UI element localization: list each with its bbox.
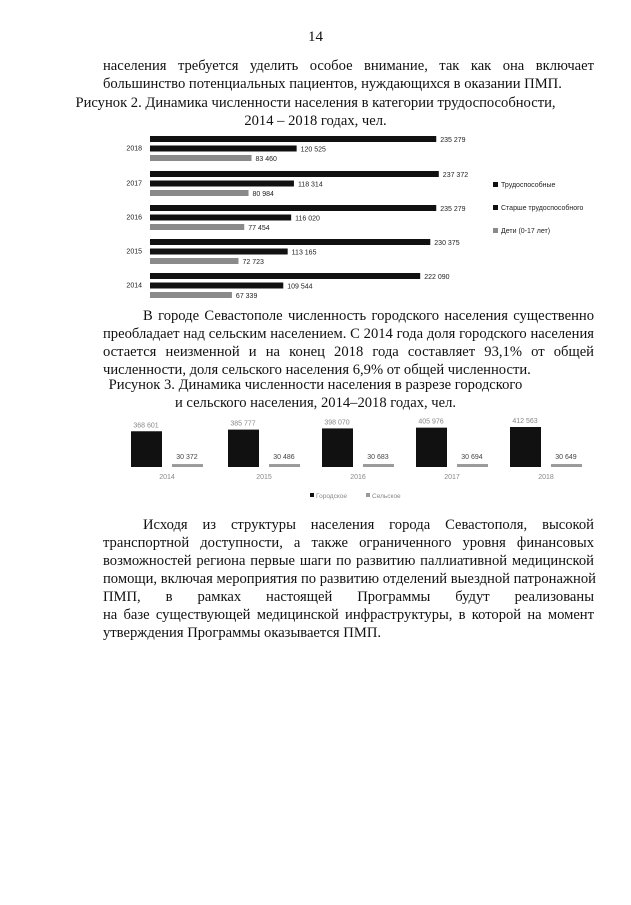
data-label: 405 976 — [418, 418, 444, 426]
caption-line: Рисунок 2. Динамика численности населения в категории трудоспособности, — [75, 95, 556, 111]
bar — [416, 428, 447, 467]
legend-label: Трудоспособные — [501, 182, 556, 189]
data-label: 235 279 — [440, 137, 466, 144]
legend-label: Старше трудоспособного — [501, 205, 584, 212]
text-line: численности, доля сельского населения 6,9% от общей численности. — [103, 362, 531, 378]
data-label: 83 460 — [255, 156, 277, 163]
caption-line: и сельского населения, 2014–2018 годах, чел. — [174, 395, 457, 411]
data-label: 237 372 — [442, 172, 469, 179]
category-label: 2014 — [159, 474, 175, 481]
bar — [150, 292, 232, 298]
category-label: 2017 — [444, 474, 460, 481]
legend-swatch — [366, 493, 370, 497]
paragraph-3 — [103, 516, 594, 642]
bar — [363, 464, 394, 467]
legend-swatch — [493, 205, 498, 210]
data-label: 109 544 — [287, 283, 313, 291]
category-label: 2014 — [126, 282, 142, 290]
paragraph-2 — [103, 307, 594, 379]
legend-swatch — [493, 228, 498, 233]
text-line: ПМП, в рамках настоящей Программы будут реализованы — [103, 589, 594, 605]
bar — [322, 428, 353, 467]
bar — [150, 205, 436, 211]
legend-label: Дети (0-17 лет) — [501, 228, 551, 235]
bar — [150, 171, 439, 177]
category-label: 2015 — [256, 474, 272, 481]
figure-3-chart — [110, 410, 590, 510]
bar — [551, 464, 582, 467]
bar — [150, 283, 283, 289]
legend-label: Городское — [316, 493, 347, 500]
bar — [228, 430, 259, 467]
text-line: остается неизменной и на конец 2018 года составляет 93,1% от общей — [103, 344, 594, 360]
data-label: 80 984 — [252, 191, 274, 198]
bar — [150, 239, 430, 245]
bar — [269, 464, 300, 467]
data-label: 30 694 — [461, 454, 483, 462]
data-label: 30 372 — [176, 454, 198, 462]
data-label: 30 486 — [273, 454, 295, 462]
text-line: населения требуется уделить особое внимание, так как она включает — [103, 58, 594, 74]
bar — [150, 136, 436, 142]
text-line: Исходя из структуры населения города Севастополя, высокой — [143, 517, 594, 533]
data-label: 235 279 — [440, 206, 466, 213]
data-label: 67 339 — [235, 293, 258, 300]
data-label: 385 777 — [230, 420, 256, 428]
data-label: 113 165 — [291, 249, 317, 257]
data-label: 368 601 — [133, 422, 159, 430]
figure-2-chart — [100, 130, 620, 300]
bar — [150, 224, 244, 230]
text-line: возможностей региона первые шаги по развитию паллиативной медицинской — [103, 553, 594, 569]
bar — [150, 258, 238, 264]
bar — [150, 273, 420, 279]
category-label: 2015 — [126, 248, 142, 256]
data-label: 230 375 — [434, 240, 460, 247]
text-line: большинство потенциальных пациентов, нуждающихся в оказании ПМП. — [103, 76, 562, 92]
text-line: помощи, включая мероприятия по развитию отделений выездной патронажной — [103, 571, 596, 587]
bar — [150, 155, 252, 161]
bar — [150, 190, 249, 196]
category-label: 2016 — [126, 214, 142, 222]
data-label: 398 070 — [324, 419, 350, 427]
category-label: 2017 — [126, 180, 142, 188]
data-label: 77 454 — [248, 225, 270, 232]
data-label: 412 563 — [512, 418, 538, 425]
legend-label: Сельское — [372, 493, 401, 500]
page-number: 14 — [308, 29, 323, 45]
figure-2-caption — [0, 94, 631, 130]
figure-3-caption — [0, 376, 631, 412]
legend-swatch — [493, 182, 498, 187]
bar — [150, 181, 294, 187]
text-line: утверждения Программы оказывается ПМП. — [103, 625, 382, 641]
data-label: 118 314 — [297, 181, 323, 189]
text-line: транспортной доступности, а также ограниченного уровня финансовых — [103, 535, 594, 551]
category-label: 2018 — [126, 145, 142, 153]
bar — [150, 249, 288, 255]
category-label: 2018 — [538, 474, 554, 481]
data-label: 120 525 — [300, 146, 326, 154]
text-line: преобладает над сельским населением. С 2014 года доля городского населения — [103, 326, 594, 342]
category-label: 2016 — [350, 474, 366, 481]
bar — [457, 464, 488, 467]
paragraph-1 — [103, 57, 594, 93]
text-line: на базе существующей медицинской инфраструктуры, в которой на момент — [103, 607, 594, 623]
data-label: 222 090 — [424, 274, 450, 281]
data-label: 30 649 — [555, 454, 577, 462]
bar — [510, 427, 541, 467]
bar — [131, 431, 162, 467]
data-label: 72 723 — [242, 259, 264, 266]
text-line: В городе Севастополе численность городского населения существенно — [143, 308, 594, 324]
caption-line: 2014 – 2018 годах, чел. — [244, 113, 387, 129]
bar — [172, 464, 203, 467]
bar — [150, 146, 297, 152]
data-label: 116 020 — [295, 215, 320, 223]
legend-swatch — [310, 493, 314, 497]
caption-line: Рисунок 3. Динамика численности населения в разрезе городского — [108, 377, 523, 393]
bar — [150, 215, 291, 221]
data-label: 30 683 — [367, 454, 389, 462]
